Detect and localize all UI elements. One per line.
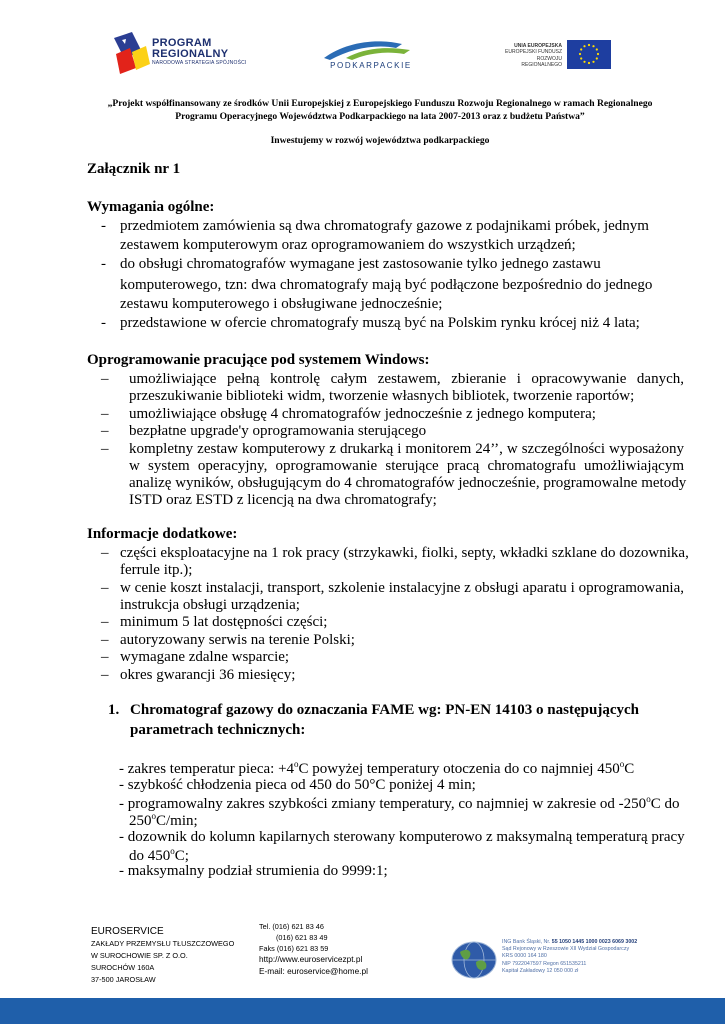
footer-bar	[0, 998, 725, 1024]
list-item-line: ISTD oraz ESTD z licencją na dwa chromatografy;	[129, 492, 437, 508]
list-marker: -	[101, 256, 106, 272]
section-number: 1.	[108, 702, 120, 718]
company-line-3: SUROCHÓW 160A	[91, 963, 155, 972]
eu-line-3: ROZWOJU REGIONALNEGO	[521, 55, 562, 68]
list-marker: –	[101, 632, 109, 648]
contact-tel-1: Tel. (016) 621 83 46	[259, 922, 324, 931]
software-heading: Oprogramowanie pracujące pod systemem Windows:	[87, 352, 430, 368]
program-title-2: REGIONALNY	[152, 48, 229, 60]
general-heading: Wymagania ogólne:	[87, 199, 215, 215]
podkarpackie-logo	[316, 36, 426, 80]
list-item-line: analizę wyników, obsługującym do 4 chromatografów jednocześnie, programowalne metody	[129, 475, 687, 491]
list-item-line: bezpłatne upgrade'y oprogramowania sterującego	[129, 423, 427, 439]
project-line-1: „Projekt współfinansowany ze środków Unii Europejskiej z Europejskiego Funduszu Rozwoju Regionalnego w ramach Regionalnego	[107, 98, 653, 109]
invest-slogan: Inwestujemy w rozwój województwa podkarpackiego	[270, 135, 490, 146]
list-item-line: w system operacyjny, oprogramowanie sterujące pracą chromatografu umożliwiającym	[129, 458, 684, 474]
podkarpackie-text: PODKARPACKIE	[330, 61, 412, 70]
eu-flag-icon	[567, 40, 611, 69]
project-funding-note	[90, 97, 670, 123]
param-split-ratio: - maksymalny podział strumienia do 9999:1;	[119, 863, 388, 879]
list-item-line: instrukcja obsługi urządzenia;	[120, 597, 300, 613]
list-marker: –	[101, 649, 109, 665]
list-item	[88, 667, 683, 685]
bank-capital: Kapitał Zakładowy 12 050 000 zł	[502, 967, 579, 974]
list-item	[88, 423, 683, 441]
list-marker: –	[101, 371, 109, 387]
podkarpackie-swoosh-icon	[316, 36, 426, 62]
bank-account: ING Bank Śląski, Nr. 55 1050 1445 1000 0023 6069 3002	[502, 939, 638, 945]
eu-line-1: UNIA EUROPEJSKA	[514, 43, 562, 49]
company-line-4: 37-500 JAROSŁAW	[91, 975, 156, 984]
company-name: EUROSERVICE	[91, 926, 164, 937]
list-item	[88, 315, 683, 335]
section-title-line-1: Chromatograf gazowy do oznaczania FAME wg: PN-EN 14103 o następujących	[130, 702, 639, 718]
section-1-heading	[108, 702, 668, 742]
list-item-line: przedmiotem zamówienia są dwa chromatografy gazowe z podajnikami próbek, jednym	[120, 218, 649, 234]
globe-logo-icon	[450, 940, 498, 980]
list-marker: -	[101, 218, 106, 234]
list-item-line: w cenie koszt instalacji, transport, szkolenie instalacyjne z obsługi aparatu i oprogramowania,	[120, 580, 684, 596]
list-item-line: okres gwarancji 36 miesięcy;	[120, 667, 296, 683]
list-marker: –	[101, 667, 109, 683]
section-title-line-2: parametrach technicznych:	[130, 722, 306, 738]
list-item-line: zestawem komputerowym oraz oprogramowaniem do wszystkich urządzeń;	[120, 237, 576, 253]
list-item-line: ferrule itp.);	[120, 562, 193, 578]
param-heating-rate: - programowalny zakres szybkości zmiany temperatury, co najmniej w zakresie od -250$^o$C do	[119, 794, 680, 812]
attachment-title: Załącznik nr 1	[87, 161, 181, 177]
company-line-2: W SUROCHOWIE SP. Z O.O.	[91, 951, 188, 960]
contact-fax: Faks (016) 621 83 59	[259, 944, 329, 953]
list-marker: –	[101, 614, 109, 630]
list-item-line: minimum 5 lat dostępności części;	[120, 614, 328, 630]
footer-company	[91, 926, 234, 986]
param-temperature-range: - zakres temperatur pieca: $+4^oC$ powyżej temperatury otoczenia do co najmniej 450$^o$C	[119, 759, 635, 777]
param-heating-rate-cont: 250$^o$C/min;	[129, 811, 198, 829]
list-marker: -	[101, 315, 106, 331]
list-item-line: części eksploatacyjne na 1 rok pracy (strzykawki, fiolki, septy, wkładki szklane do dozownika,	[120, 545, 689, 561]
bank-court: Sąd Rejonowy w Rzeszowie XII Wydział Gospodarczy	[502, 946, 630, 953]
list-item-line: autoryzowany serwis na terenie Polski;	[120, 632, 355, 648]
list-item	[88, 441, 687, 511]
list-item	[88, 545, 689, 581]
list-item	[88, 614, 683, 632]
list-marker: –	[101, 406, 109, 422]
list-item-line: przeszukiwanie biblioteki widm, tworzenie własnych bibliotek, tworzenie raportów;	[129, 388, 635, 404]
contact-website-link[interactable]: http://www.euroservicezpt.pl	[259, 954, 363, 964]
program-regionalny-logo	[112, 30, 262, 76]
list-item	[88, 218, 683, 258]
bank-nip: NIP 7922047597 Regon 651535211	[502, 960, 587, 967]
list-item	[88, 371, 683, 407]
list-item-line: zestawu komputerowego i obsługiwane jednocześnie;	[120, 296, 443, 312]
list-item-line: umożliwiające pełną kontrolę całym zestawem, zbieranie i opracowywanie danych,	[129, 371, 684, 387]
program-subtitle: NARODOWA STRATEGIA SPÓJNOŚCI	[152, 60, 247, 66]
footer-bank-info	[502, 939, 637, 975]
list-marker: –	[101, 545, 109, 561]
param-injector-cont: do 450$^o$C;	[129, 846, 189, 864]
param-cooling-speed: - szybkość chłodzenia pieca od 450 do 50°C poniżej 4 min;	[119, 777, 476, 793]
contact-tel-2: (016) 621 83 49	[276, 933, 328, 942]
list-item	[88, 256, 683, 316]
list-item	[88, 632, 683, 650]
list-item	[88, 649, 683, 667]
list-item-line: umożliwiające obsługę 4 chromatografów jednocześnie z jednego komputera;	[129, 406, 596, 422]
program-title-1: PROGRAM	[152, 37, 212, 49]
project-line-2: Programu Operacyjnego Województwa Podkarpackiego na lata 2007-2013 oraz z budżetu Państwa”	[175, 111, 585, 122]
additional-heading: Informacje dodatkowe:	[87, 526, 238, 542]
bank-krs: KRS 0000 164 180	[502, 953, 547, 960]
eu-logo	[496, 40, 614, 70]
company-line-1: ZAKŁADY PRZEMYSŁU TŁUSZCZOWEGO	[91, 939, 235, 948]
list-item-line: kompletny zestaw komputerowy z drukarką i monitorem 24’’, w szczególności wyposażony	[129, 441, 684, 457]
list-item-line: komputerowego, tzn: dwa chromatografy mają być podłączone bezpośrednio do jednego	[120, 277, 653, 293]
list-marker: –	[101, 423, 109, 439]
list-item	[88, 580, 683, 616]
list-item	[88, 406, 683, 424]
param-injector: - dozownik do kolumn kapilarnych sterowany komputerowo z maksymalną temperaturą pracy	[119, 829, 685, 845]
program-regionalny-emblem-icon	[112, 30, 152, 76]
list-marker: –	[101, 441, 109, 457]
contact-email-link[interactable]: E-mail: euroservice@home.pl	[259, 965, 368, 976]
footer-contact	[259, 921, 368, 977]
list-marker: –	[101, 580, 109, 596]
list-item-line: wymagane zdalne wsparcie;	[120, 649, 290, 665]
list-item-line: do obsługi chromatografów wymagane jest zastosowanie tylko jednego zastawu	[120, 256, 601, 272]
eu-line-2: EUROPEJSKI FUNDUSZ	[505, 49, 562, 56]
list-item-line: przedstawione w ofercie chromatografy muszą być na Polskim rynku krócej niż 4 lata;	[120, 315, 640, 331]
